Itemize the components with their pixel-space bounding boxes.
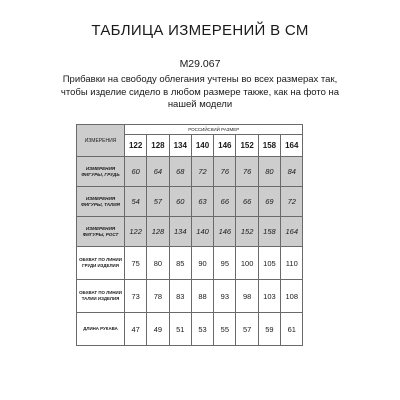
table-cell: 95 — [214, 247, 236, 280]
table-cell: 93 — [214, 280, 236, 313]
table-cell: 103 — [258, 280, 280, 313]
table-cell: 68 — [169, 157, 191, 187]
table-cell: 51 — [169, 313, 191, 346]
size-header: 146 — [214, 135, 236, 157]
table-cell: 158 — [258, 217, 280, 247]
size-header: 158 — [258, 135, 280, 157]
table-cell: 72 — [281, 187, 303, 217]
table-cell: 66 — [236, 187, 258, 217]
table-cell: 72 — [191, 157, 213, 187]
size-header: 128 — [147, 135, 169, 157]
table-cell: 80 — [258, 157, 280, 187]
table-cell: 55 — [214, 313, 236, 346]
row-label: ИЗМЕРЕНИЯ ФИГУРЫ, ТАЛИЯ — [77, 187, 125, 217]
table-cell: 88 — [191, 280, 213, 313]
table-cell: 164 — [281, 217, 303, 247]
table-cell: 64 — [147, 157, 169, 187]
table-cell: 49 — [147, 313, 169, 346]
table-cell: 85 — [169, 247, 191, 280]
table-row — [77, 187, 303, 217]
table-row — [77, 157, 303, 187]
size-header: 164 — [281, 135, 303, 157]
table-row — [77, 217, 303, 247]
table-cell: 152 — [236, 217, 258, 247]
corner-label: ИЗМЕРЕНИЯ — [77, 125, 125, 157]
size-header: 152 — [236, 135, 258, 157]
table-cell: 53 — [191, 313, 213, 346]
group-header: РОССИЙСКИЙ РАЗМЕР — [125, 125, 303, 135]
row-label: ИЗМЕРЕНИЯ ФИГУРЫ, РОСТ — [77, 217, 125, 247]
row-label: ОБХВАТ ПО ЛИНИИ ГРУДИ ИЗДЕЛИЯ — [77, 247, 125, 280]
table-cell: 60 — [169, 187, 191, 217]
table-cell: 98 — [236, 280, 258, 313]
table-cell: 66 — [214, 187, 236, 217]
table-cell: 134 — [169, 217, 191, 247]
table-cell: 57 — [236, 313, 258, 346]
table-cell: 75 — [125, 247, 147, 280]
table-header-row — [77, 125, 303, 135]
table-cell: 90 — [191, 247, 213, 280]
table-cell: 76 — [214, 157, 236, 187]
table-row — [77, 247, 303, 280]
row-label: ИЗМЕРЕНИЯ ФИГУРЫ, ГРУДЬ — [77, 157, 125, 187]
size-table — [76, 124, 303, 346]
table-cell: 122 — [125, 217, 147, 247]
table-cell: 108 — [281, 280, 303, 313]
table-row — [77, 313, 303, 346]
table-cell: 80 — [147, 247, 169, 280]
table-cell: 78 — [147, 280, 169, 313]
model-code: M29.067 — [179, 58, 221, 70]
page-title: ТАБЛИЦА ИЗМЕРЕНИЙ В СМ — [91, 22, 309, 39]
table-row — [77, 280, 303, 313]
table-cell: 63 — [191, 187, 213, 217]
table-cell: 84 — [281, 157, 303, 187]
table-cell: 47 — [125, 313, 147, 346]
fit-note: Прибавки на свободу облегания учтены во всех размерах так, чтобы изделие сидело в любом размере также, как на фото на нашей модели — [60, 74, 340, 110]
size-header: 122 — [125, 135, 147, 157]
table-cell: 73 — [125, 280, 147, 313]
table-cell: 110 — [281, 247, 303, 280]
row-label: ДЛИНА РУКАВА — [77, 313, 125, 346]
table-cell: 100 — [236, 247, 258, 280]
size-header: 134 — [169, 135, 191, 157]
size-header: 140 — [191, 135, 213, 157]
table-cell: 83 — [169, 280, 191, 313]
table-cell: 146 — [214, 217, 236, 247]
table-cell: 128 — [147, 217, 169, 247]
table-cell: 105 — [258, 247, 280, 280]
row-label: ОБХВАТ ПО ЛИНИИ ТАЛИИ ИЗДЕЛИЯ — [77, 280, 125, 313]
table-cell: 57 — [147, 187, 169, 217]
table-cell: 140 — [191, 217, 213, 247]
table-cell: 54 — [125, 187, 147, 217]
table-cell: 59 — [258, 313, 280, 346]
table-cell: 61 — [281, 313, 303, 346]
table-cell: 69 — [258, 187, 280, 217]
table-cell: 76 — [236, 157, 258, 187]
table-cell: 60 — [125, 157, 147, 187]
